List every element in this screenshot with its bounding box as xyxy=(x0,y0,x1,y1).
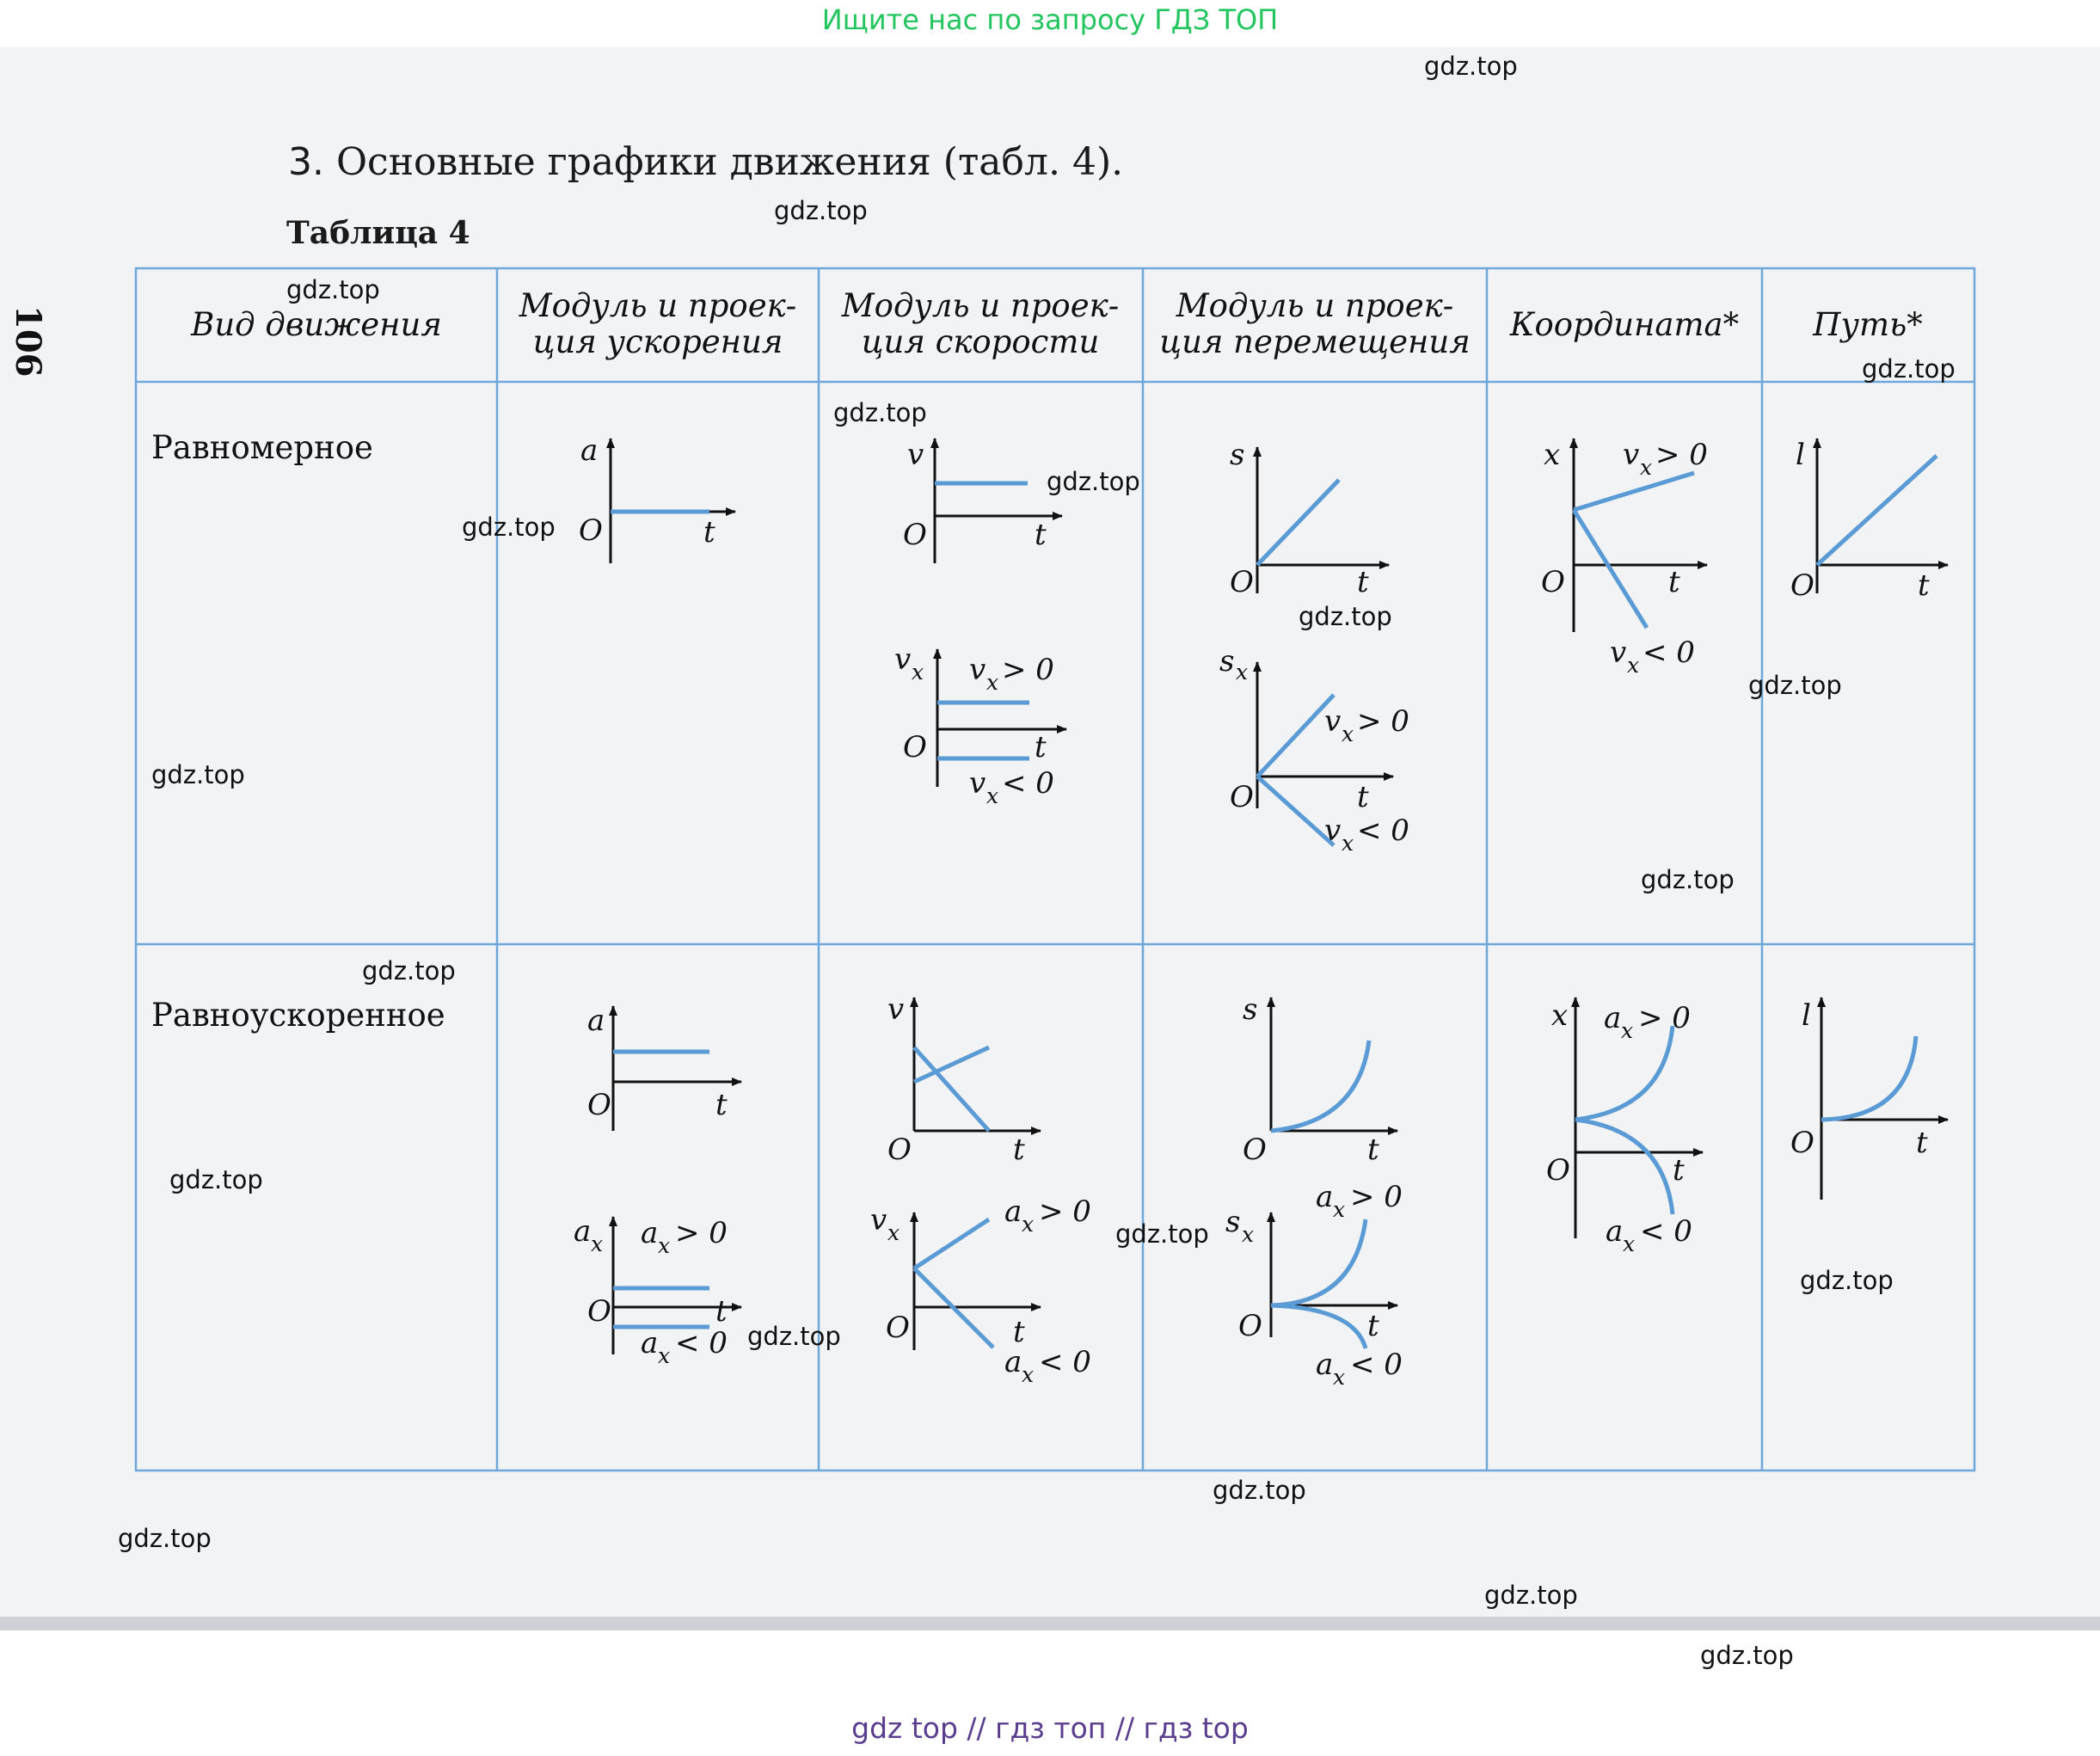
svg-text:O: O xyxy=(1790,568,1814,603)
svg-text:< 0: < 0 xyxy=(1640,1214,1692,1249)
svg-text:s: s xyxy=(1243,992,1258,1027)
svg-text:v: v xyxy=(1610,635,1627,670)
svg-text:> 0: > 0 xyxy=(1655,438,1708,472)
watermark: gdz.top xyxy=(747,1322,841,1351)
header-velocity-line1: Модуль и проек- xyxy=(841,287,1120,324)
graph-accelerated-displacement-projection xyxy=(1225,1180,1403,1390)
svg-text:< 0: < 0 xyxy=(1350,1348,1403,1382)
svg-text:x: x xyxy=(1236,660,1249,685)
graph-uniform-path xyxy=(1790,438,1948,603)
svg-text:O: O xyxy=(903,730,927,764)
svg-text:x: x xyxy=(658,1343,671,1368)
svg-text:x: x xyxy=(1242,1222,1255,1247)
svg-text:t: t xyxy=(1013,1133,1025,1167)
graph-accelerated-velocity xyxy=(887,992,1041,1167)
header-motion-type: Вид движения xyxy=(191,306,442,343)
header-acceleration-line2: ция ускорения xyxy=(532,323,783,360)
svg-text:> 0: > 0 xyxy=(675,1216,728,1250)
svg-text:> 0: > 0 xyxy=(1039,1194,1091,1229)
svg-text:> 0: > 0 xyxy=(1002,653,1054,687)
svg-text:x: x xyxy=(1627,653,1640,678)
svg-text:x: x xyxy=(1640,455,1653,480)
svg-text:< 0: < 0 xyxy=(1357,814,1409,848)
page-number: 106 xyxy=(8,305,48,378)
graph-accelerated-acceleration xyxy=(587,1004,741,1131)
svg-text:> 0: > 0 xyxy=(1350,1180,1403,1214)
svg-text:v: v xyxy=(969,653,986,687)
graph-uniform-displacement xyxy=(1230,438,1389,599)
svg-text:x: x xyxy=(1544,438,1561,472)
table-caption: Таблица 4 xyxy=(286,215,470,251)
svg-text:t: t xyxy=(1916,1126,1928,1160)
svg-text:t: t xyxy=(1035,730,1047,764)
watermark: gdz.top xyxy=(1862,354,1956,384)
svg-text:t: t xyxy=(1013,1315,1025,1349)
svg-text:x: x xyxy=(1621,1018,1634,1043)
svg-text:v: v xyxy=(907,438,924,472)
row-uniform-label: Равномерное xyxy=(151,429,373,466)
svg-text:s: s xyxy=(1219,644,1235,678)
svg-text:O: O xyxy=(579,513,603,548)
row-accelerated-label: Равноускоренное xyxy=(151,997,445,1034)
svg-text:> 0: > 0 xyxy=(1357,704,1409,739)
watermark: gdz.top xyxy=(774,196,868,225)
graph-accelerated-coordinate xyxy=(1546,998,1703,1256)
watermark: gdz.top xyxy=(1641,865,1735,894)
watermark: gdz.top xyxy=(118,1524,212,1553)
svg-text:a: a xyxy=(587,1004,605,1038)
watermark: gdz.top xyxy=(1748,671,1842,700)
svg-text:a: a xyxy=(641,1216,659,1250)
svg-text:l: l xyxy=(1802,998,1811,1033)
svg-text:v: v xyxy=(969,766,986,801)
svg-text:x: x xyxy=(1551,998,1569,1033)
svg-text:t: t xyxy=(1367,1309,1379,1343)
svg-text:x: x xyxy=(887,1220,900,1245)
watermark: gdz.top xyxy=(169,1165,263,1194)
svg-text:t: t xyxy=(1918,568,1930,603)
svg-text:v: v xyxy=(894,642,912,677)
svg-text:O: O xyxy=(886,1311,910,1345)
svg-text:O: O xyxy=(1230,565,1254,599)
svg-text:< 0: < 0 xyxy=(1039,1345,1091,1379)
graph-uniform-coordinate xyxy=(1541,438,1708,678)
header-acceleration-line1: Модуль и проек- xyxy=(519,287,797,324)
header-path: Путь* xyxy=(1813,306,1923,343)
svg-text:t: t xyxy=(1357,565,1369,599)
svg-text:t: t xyxy=(1035,518,1047,552)
svg-text:O: O xyxy=(1790,1126,1814,1160)
svg-text:a: a xyxy=(1316,1348,1334,1382)
svg-text:s: s xyxy=(1230,438,1245,472)
graph-uniform-displacement-projection xyxy=(1219,644,1409,856)
watermark: gdz.top xyxy=(1424,52,1518,81)
svg-text:a: a xyxy=(574,1214,592,1249)
svg-text:v: v xyxy=(1324,704,1342,739)
svg-text:x: x xyxy=(1342,831,1354,856)
svg-text:t: t xyxy=(1668,565,1680,599)
svg-text:O: O xyxy=(887,1133,912,1167)
watermark: gdz.top xyxy=(1484,1581,1578,1610)
svg-text:a: a xyxy=(1316,1180,1334,1214)
header-displacement-line2: ция перемещения xyxy=(1159,323,1471,360)
footer-links[interactable]: gdz top // гдз топ // гдз top xyxy=(851,1711,1249,1745)
graph-accelerated-velocity-projection xyxy=(870,1194,1091,1387)
svg-text:t: t xyxy=(1357,780,1369,814)
graph-accelerated-path xyxy=(1790,998,1948,1200)
svg-text:< 0: < 0 xyxy=(1002,766,1054,801)
header-velocity-line2: ция скорости xyxy=(861,323,1100,360)
svg-text:x: x xyxy=(986,783,999,808)
graph-uniform-acceleration xyxy=(579,433,735,563)
graph-accelerated-displacement xyxy=(1243,992,1397,1167)
graph-uniform-velocity-projection xyxy=(894,642,1066,808)
watermark: gdz.top xyxy=(1800,1266,1894,1295)
section-number: 3. xyxy=(288,140,324,184)
svg-text:v: v xyxy=(887,992,905,1027)
svg-text:O: O xyxy=(1238,1309,1262,1343)
svg-text:x: x xyxy=(658,1233,671,1258)
watermark: gdz.top xyxy=(462,513,556,542)
svg-text:a: a xyxy=(1004,1194,1022,1229)
svg-text:t: t xyxy=(703,515,715,550)
watermark: gdz.top xyxy=(286,275,380,304)
svg-text:a: a xyxy=(641,1326,659,1360)
svg-text:x: x xyxy=(1333,1365,1346,1390)
svg-text:O: O xyxy=(587,1294,611,1329)
svg-text:t: t xyxy=(1673,1153,1685,1188)
svg-text:a: a xyxy=(1004,1345,1022,1379)
svg-text:a: a xyxy=(1606,1214,1624,1249)
svg-text:O: O xyxy=(1546,1153,1570,1188)
svg-text:t: t xyxy=(715,1088,728,1122)
svg-text:> 0: > 0 xyxy=(1638,1001,1691,1035)
svg-text:a: a xyxy=(580,433,599,468)
section-title-text: Основные графики движения (табл. 4). xyxy=(335,140,1124,184)
svg-text:x: x xyxy=(1022,1362,1035,1387)
graph-accelerated-acceleration-projection xyxy=(574,1214,741,1368)
svg-text:< 0: < 0 xyxy=(675,1326,728,1360)
svg-text:O: O xyxy=(1541,565,1565,599)
watermark: gdz.top xyxy=(833,398,927,427)
svg-text:x: x xyxy=(1022,1212,1035,1237)
svg-text:x: x xyxy=(1623,1231,1636,1256)
watermark: gdz.top xyxy=(362,956,456,985)
svg-text:O: O xyxy=(903,518,927,552)
svg-text:x: x xyxy=(1333,1197,1346,1222)
svg-text:v: v xyxy=(870,1203,887,1237)
watermark: gdz.top xyxy=(1213,1476,1306,1505)
svg-text:v: v xyxy=(1623,438,1640,472)
watermark: gdz.top xyxy=(1299,602,1392,631)
graph-uniform-velocity xyxy=(903,438,1062,563)
svg-text:x: x xyxy=(986,670,999,695)
svg-text:O: O xyxy=(587,1088,611,1122)
watermark: gdz.top xyxy=(1047,467,1140,496)
header-coordinate: Координата* xyxy=(1509,306,1740,343)
header-displacement-line1: Модуль и проек- xyxy=(1176,287,1454,324)
svg-text:O: O xyxy=(1230,780,1254,814)
svg-text:v: v xyxy=(1324,814,1342,848)
svg-text:t: t xyxy=(715,1294,728,1329)
watermark: gdz.top xyxy=(151,760,245,789)
top-banner[interactable]: Ищите нас по запросу ГДЗ ТОП xyxy=(821,3,1279,36)
svg-text:O: O xyxy=(1243,1133,1267,1167)
watermark: gdz.top xyxy=(1700,1641,1794,1670)
svg-text:s: s xyxy=(1225,1205,1241,1239)
svg-text:x: x xyxy=(591,1231,604,1256)
svg-text:a: a xyxy=(1604,1001,1622,1035)
svg-text:x: x xyxy=(1342,721,1354,746)
svg-text:x: x xyxy=(912,660,924,685)
svg-text:t: t xyxy=(1367,1133,1379,1167)
svg-text:l: l xyxy=(1796,438,1805,472)
svg-text:< 0: < 0 xyxy=(1643,635,1695,670)
watermark: gdz.top xyxy=(1115,1219,1209,1249)
